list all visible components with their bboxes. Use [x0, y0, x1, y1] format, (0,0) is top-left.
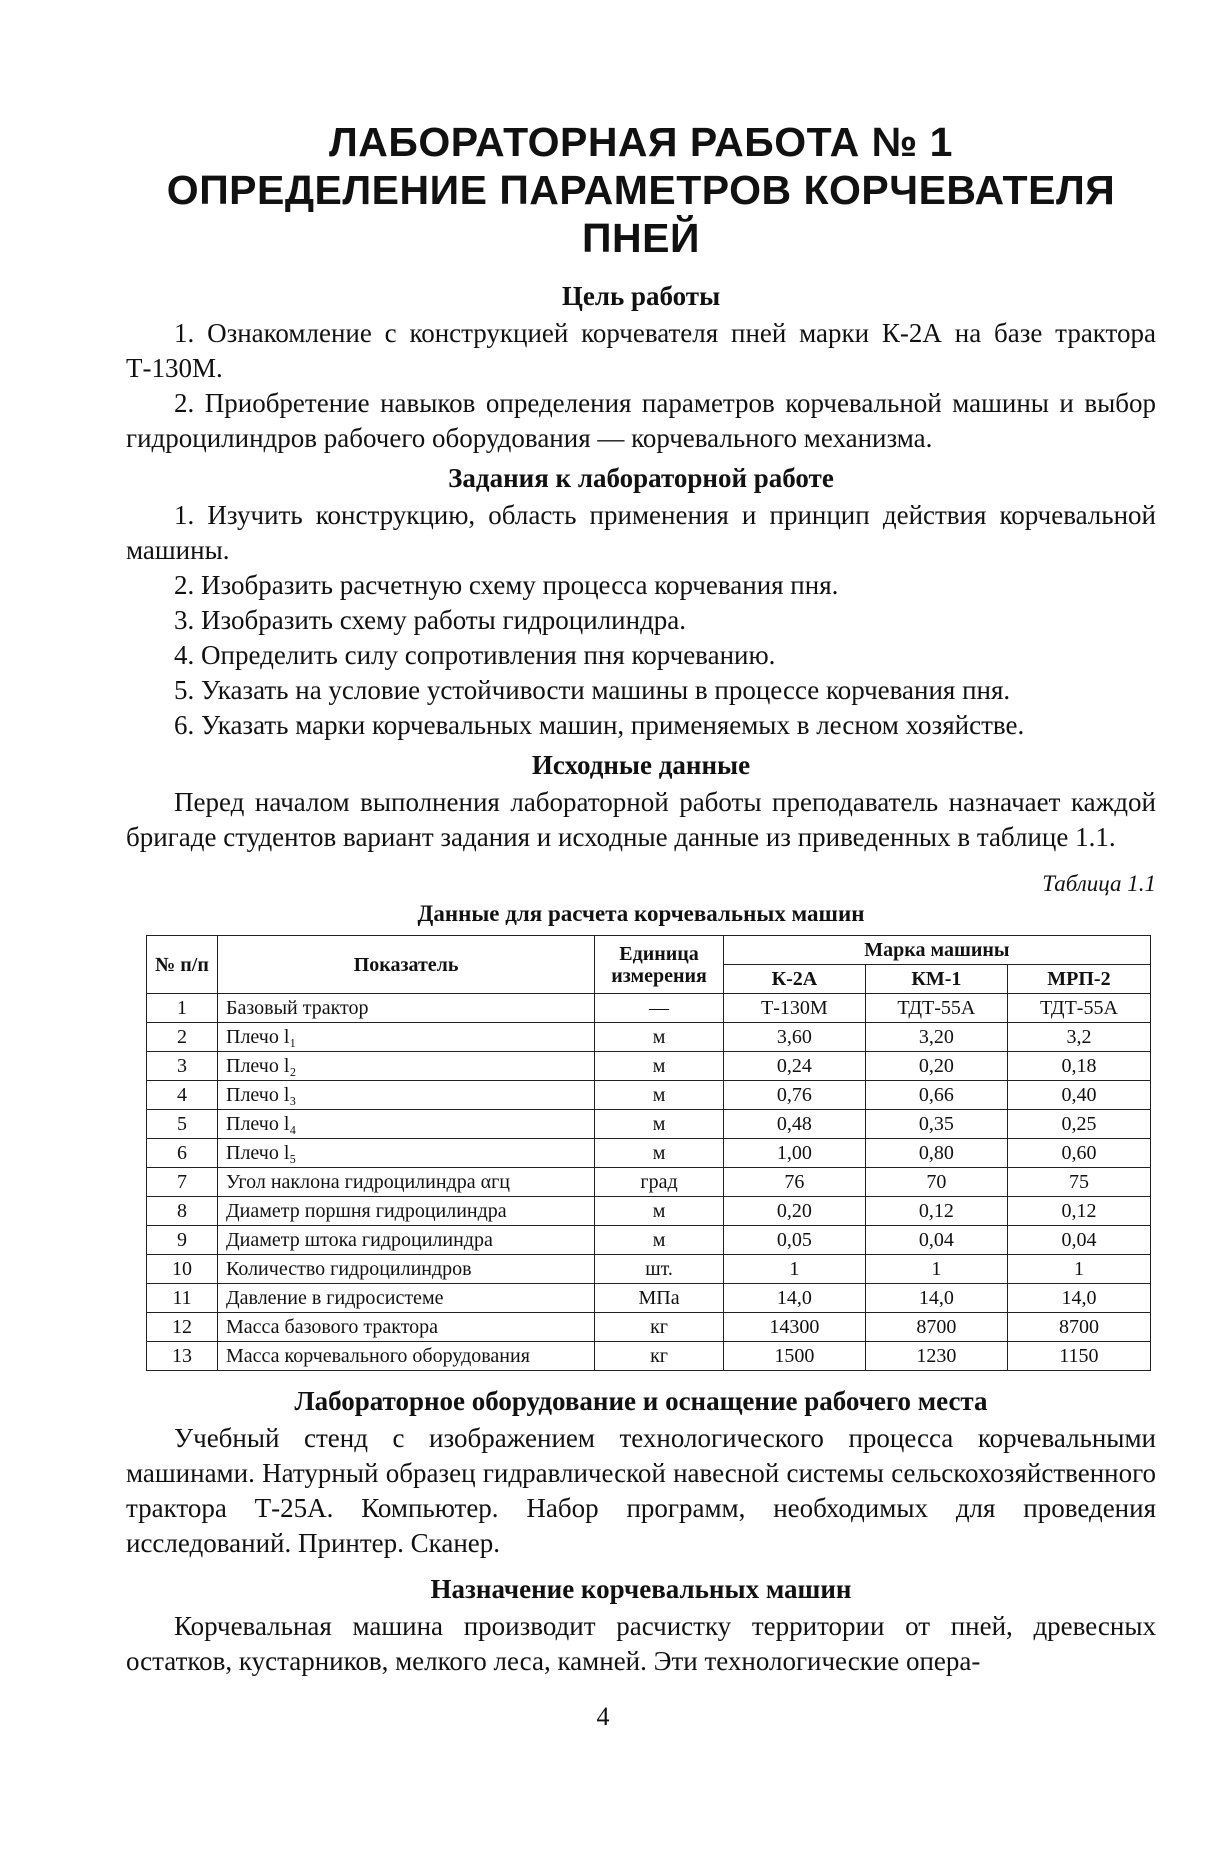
cell-value: 3,2 [1007, 1023, 1150, 1052]
task-item-5: 5. Указать на условие устойчивости машины в процессе корчевания пня. [174, 675, 1011, 705]
cell-value: 0,20 [723, 1197, 865, 1226]
cell-value: 1230 [865, 1342, 1007, 1371]
task-item-3: 3. Изобразить схему работы гидроцилиндра. [174, 605, 687, 635]
header-brand: Марка машины [723, 936, 1150, 965]
initial-data-text: Перед началом выполнения лабораторной работы преподаватель назначает каждой бригаде студентов вариант задания и исходные данные из приведенных в таблице 1.1. [126, 787, 1156, 852]
cell-value: 76 [723, 1168, 865, 1197]
cell-num: 12 [147, 1313, 218, 1342]
cell-value: 0,18 [1007, 1052, 1150, 1081]
table-row [147, 1081, 1151, 1110]
cell-name: Плечо l₁ [218, 1023, 595, 1052]
cell-unit: — [595, 994, 724, 1023]
goal-item-2: 2. Приобретение навыков определения параметров корчевальной машины и выбор гидроцилиндров рабочего оборудования — корчевального механизма. [126, 388, 1156, 453]
cell-value: 0,20 [865, 1052, 1007, 1081]
initial-data-heading: Исходные данные [531, 750, 751, 780]
cell-name: Базовый трактор [218, 994, 595, 1023]
cell-value: 1500 [723, 1342, 865, 1371]
cell-value: 0,35 [865, 1110, 1007, 1139]
cell-name: Диаметр поршня гидроцилиндра [218, 1197, 595, 1226]
table-title: Данные для расчета корчевальных машин [417, 901, 865, 926]
table-row [147, 1052, 1151, 1081]
title-line-1: ЛАБОРАТОРНАЯ РАБОТА № 1 [329, 119, 953, 165]
task-item-1: 1. Изучить конструкцию, область применения и принцип действия корчевальной машины. [126, 500, 1156, 565]
cell-num: 8 [147, 1197, 218, 1226]
cell-num: 10 [147, 1255, 218, 1284]
cell-num: 3 [147, 1052, 218, 1081]
equipment-text: Учебный стенд с изображением технологического процесса корчевальными машинами. Натурный образец гидравлической навесной системы сельскохозяйственного трактора Т-25А. Компьютер. Набор программ, необходимых для проведения исследований. Принтер. Сканер. [126, 1423, 1156, 1558]
table-row [147, 994, 1151, 1023]
page-number: 4 [596, 1702, 610, 1731]
cell-value: ТДТ-55А [865, 994, 1007, 1023]
cell-value: 14300 [723, 1313, 865, 1342]
page-content [126, 118, 1156, 1679]
cell-name: Плечо l₂ [218, 1052, 595, 1081]
tasks-heading: Задания к лабораторной работе [448, 463, 834, 493]
cell-value: 0,04 [1007, 1226, 1150, 1255]
cell-name: Плечо l₄ [218, 1110, 595, 1139]
cell-name: Количество гидроцилиндров [218, 1255, 595, 1284]
cell-num: 13 [147, 1342, 218, 1371]
purpose-text: Корчевальная машина производит расчистку территории от пней, древесных остатков, кустарников, мелкого леса, камней. Эти технологические опера- [126, 1611, 1156, 1676]
cell-value: 1 [865, 1255, 1007, 1284]
header-num: № п/п [147, 936, 218, 994]
cell-num: 1 [147, 994, 218, 1023]
cell-name: Угол наклона гидроцилиндра αгц [218, 1168, 595, 1197]
cell-num: 7 [147, 1168, 218, 1197]
cell-unit: м [595, 1226, 724, 1255]
cell-name: Плечо l₃ [218, 1081, 595, 1110]
cell-value: 0,12 [1007, 1197, 1150, 1226]
cell-num: 2 [147, 1023, 218, 1052]
cell-value: 0,76 [723, 1081, 865, 1110]
equipment-heading: Лабораторное оборудование и оснащение рабочего места [294, 1386, 988, 1416]
cell-value: 0,80 [865, 1139, 1007, 1168]
lab-title [126, 118, 1156, 262]
cell-value: 1,00 [723, 1139, 865, 1168]
task-item-4: 4. Определить силу сопротивления пня корчеванию. [174, 640, 776, 670]
goal-item-1: 1. Ознакомление с конструкцией корчевателя пней марки К-2А на базе трактора Т-130М. [126, 318, 1156, 383]
cell-name: Диаметр штока гидроцилиндра [218, 1226, 595, 1255]
cell-value: 8700 [1007, 1313, 1150, 1342]
cell-unit: м [595, 1023, 724, 1052]
cell-value: 14,0 [1007, 1284, 1150, 1313]
table-row [147, 1342, 1151, 1371]
table-row [147, 1023, 1151, 1052]
cell-value: 75 [1007, 1168, 1150, 1197]
cell-num: 4 [147, 1081, 218, 1110]
cell-value: 14,0 [723, 1284, 865, 1313]
cell-unit: град [595, 1168, 724, 1197]
cell-value: 0,05 [723, 1226, 865, 1255]
cell-value: 0,04 [865, 1226, 1007, 1255]
cell-value: 0,66 [865, 1081, 1007, 1110]
cell-value: 8700 [865, 1313, 1007, 1342]
data-table [146, 935, 1151, 1371]
cell-value: 1150 [1007, 1342, 1150, 1371]
cell-unit: шт. [595, 1255, 724, 1284]
purpose-heading: Назначение корчевальных машин [430, 1574, 852, 1604]
cell-num: 6 [147, 1139, 218, 1168]
cell-value: 3,60 [723, 1023, 865, 1052]
cell-value: 0,24 [723, 1052, 865, 1081]
header-model-k2a: К-2А [723, 965, 865, 994]
cell-unit: м [595, 1139, 724, 1168]
cell-value: ТДТ-55А [1007, 994, 1150, 1023]
cell-value: 0,40 [1007, 1081, 1150, 1110]
cell-name: Давление в гидросистеме [218, 1284, 595, 1313]
cell-value: 70 [865, 1168, 1007, 1197]
cell-unit: кг [595, 1313, 724, 1342]
cell-unit: м [595, 1081, 724, 1110]
header-indicator: Показатель [218, 936, 595, 994]
table-row [147, 1168, 1151, 1197]
header-unit: Единица измерения [595, 936, 724, 994]
table-row [147, 1284, 1151, 1313]
cell-value: Т-130М [723, 994, 865, 1023]
cell-name: Масса корчевального оборудования [218, 1342, 595, 1371]
cell-unit: МПа [595, 1284, 724, 1313]
title-line-2: ОПРЕДЕЛЕНИЕ ПАРАМЕТРОВ КОРЧЕВАТЕЛЯ ПНЕЙ [166, 167, 1116, 261]
header-model-km1: КМ-1 [865, 965, 1007, 994]
cell-unit: м [595, 1052, 724, 1081]
cell-value: 1 [723, 1255, 865, 1284]
cell-value: 0,60 [1007, 1139, 1150, 1168]
table-row [147, 1255, 1151, 1284]
cell-name: Плечо l₅ [218, 1139, 595, 1168]
cell-name: Масса базового трактора [218, 1313, 595, 1342]
cell-unit: м [595, 1110, 724, 1139]
cell-value: 14,0 [865, 1284, 1007, 1313]
cell-num: 11 [147, 1284, 218, 1313]
task-item-6: 6. Указать марки корчевальных машин, применяемых в лесном хозяйстве. [174, 710, 1025, 740]
cell-value: 0,25 [1007, 1110, 1150, 1139]
table-label: Таблица 1.1 [1042, 871, 1156, 896]
table-row [147, 1313, 1151, 1342]
cell-num: 9 [147, 1226, 218, 1255]
cell-num: 5 [147, 1110, 218, 1139]
cell-unit: м [595, 1197, 724, 1226]
cell-unit: кг [595, 1342, 724, 1371]
table-row [147, 1197, 1151, 1226]
cell-value: 0,12 [865, 1197, 1007, 1226]
cell-value: 1 [1007, 1255, 1150, 1284]
goal-heading: Цель работы [561, 281, 721, 311]
header-model-mrp2: МРП-2 [1007, 965, 1150, 994]
table-row [147, 1226, 1151, 1255]
table-row [147, 1139, 1151, 1168]
cell-value: 0,48 [723, 1110, 865, 1139]
cell-value: 3,20 [865, 1023, 1007, 1052]
table-row [147, 1110, 1151, 1139]
task-item-2: 2. Изобразить расчетную схему процесса корчевания пня. [174, 570, 839, 600]
